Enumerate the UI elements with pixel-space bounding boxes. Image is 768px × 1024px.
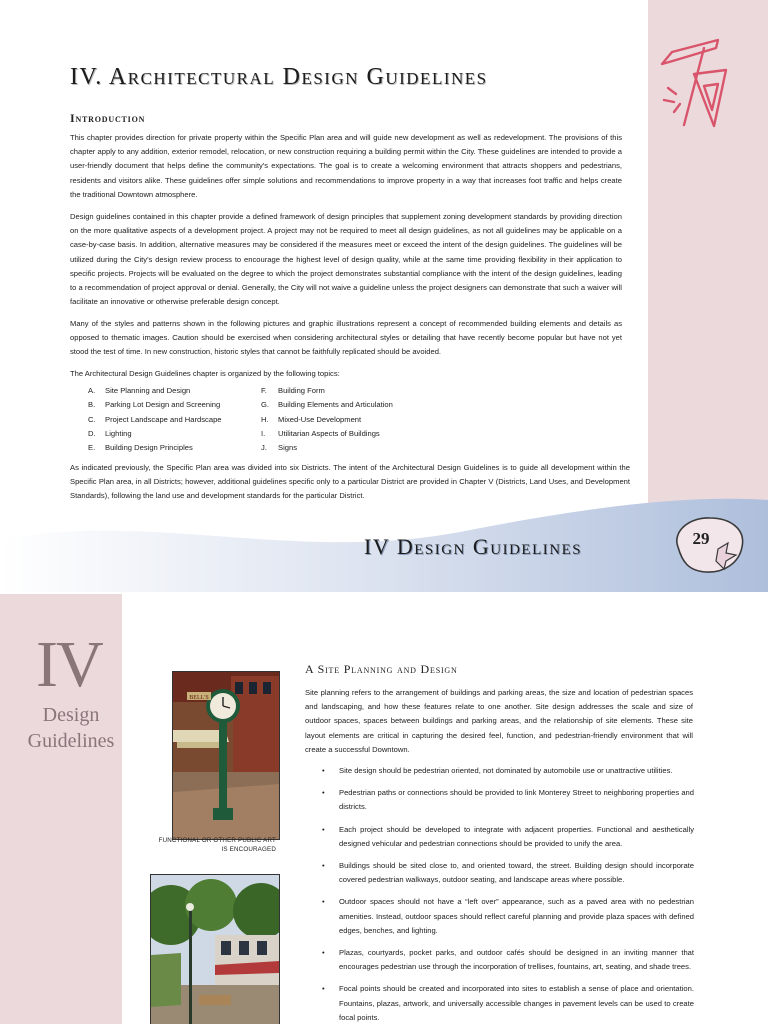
topic-letter: C.: [88, 414, 96, 424]
topic-item: [88, 413, 222, 427]
list-item: [322, 982, 694, 1024]
side-chapter-label: [26, 702, 116, 754]
bullet-icon: •: [322, 824, 325, 834]
bullet-icon: •: [322, 897, 325, 907]
topic-item: [261, 384, 393, 398]
topic-letter: B.: [88, 400, 96, 410]
site-guidelines-list: [322, 764, 694, 1024]
topic-item: [261, 413, 393, 427]
topic-item: [88, 384, 222, 398]
list-item-text: Site design should be pedestrian oriented, not dominated by automobile use or unattractive utilities.: [339, 766, 673, 775]
topic-label: Mixed-Use Development: [278, 414, 362, 424]
page-number: 29: [692, 529, 710, 548]
bullet-icon: •: [322, 766, 325, 775]
topic-letter: F.: [261, 386, 267, 395]
list-item-text: Pedestrian paths or connections should be provided to link Monterey Street to neighboring properties and districts.: [339, 788, 694, 812]
bullet-icon: •: [322, 861, 325, 871]
bullet-icon: •: [322, 788, 325, 798]
side-label-line-2: Guidelines: [27, 730, 115, 752]
topic-label: Building Design Principles: [105, 443, 193, 453]
chapter-numeral: IV: [36, 628, 102, 701]
list-item: [322, 764, 694, 778]
topic-item: [261, 398, 393, 412]
topics-lead-in: The Architectural Design Guidelines chapter is organized by the following topics:: [70, 369, 340, 378]
topic-label: Parking Lot Design and Screening: [105, 400, 221, 410]
side-label-line-1: Design: [42, 704, 100, 726]
topics-list-right: [261, 384, 393, 455]
bullet-icon: •: [322, 984, 325, 994]
list-item-text: Each project should be developed to integrate with adjacent properties. Functional and aesthetically designed vehicular and pedestrian connections should be provided to unify the area.: [339, 824, 694, 848]
topic-label: Signs: [278, 443, 297, 453]
topics-list-left: [88, 384, 222, 455]
introduction-heading: Introduction: [70, 111, 146, 125]
topic-letter: G.: [261, 400, 270, 410]
topic-item: [88, 427, 222, 441]
chapter-title: IV. Architectural Design Guidelines: [70, 64, 488, 90]
street-trees-photo: [150, 874, 280, 1024]
shop-sign-text: BELL'S: [189, 695, 209, 701]
section-a-heading: A Site Planning and Design: [305, 662, 458, 676]
topic-label: Building Elements and Articulation: [278, 400, 393, 410]
topic-label: Building Form: [278, 386, 325, 395]
topic-letter: I.: [261, 428, 266, 438]
photo-caption-line-1: FUNCTIONAL OR OTHER PUBLIC ART: [158, 837, 276, 844]
topic-letter: J.: [261, 443, 267, 453]
bullet-icon: •: [322, 948, 325, 958]
drafting-tools-icon: [654, 30, 734, 130]
topic-letter: E.: [88, 443, 96, 453]
topic-label: Project Landscape and Hardscape: [105, 414, 222, 424]
list-item-text: Outdoor spaces should not have a “left over” appearance, such as a paved area with no pedestrian amenities. Instead, outdoor spaces should reflect careful planning and provide plaza spaces with defined edges, benches, and lighting.: [339, 897, 694, 935]
topic-letter: A.: [88, 386, 96, 395]
list-item-text: Focal points should be created and incorporated into sites to establish a sense of place and orientation. Fountains, plazas, artwork, and universally accessible changes in pavement levels can be used to create focal points.: [339, 984, 694, 1022]
list-item: [322, 786, 694, 814]
list-item: [322, 859, 694, 887]
intro-paragraph-3: Many of the styles and patterns shown in the following pictures and graphic illustrations represent a concept of recommended building elements and details as opposed to thematic images. Caution should be exercised when considering architectural styles or detailing that have recently become popular but have not yet stood the test of time. In new construction, historic styles that cannot be faithfully replicated should be avoided.: [70, 319, 622, 357]
list-item-text: Plazas, courtyards, pocket parks, and outdoor cafés should be designed in an inviting manner that encourages pedestrian use through the incorporation of trellises, fountains, art, seating, and shade trees.: [339, 948, 694, 972]
topic-letter: D.: [88, 428, 96, 438]
topic-label: Utilitarian Aspects of Buildings: [278, 428, 380, 438]
footer-section-title: IV Design Guidelines: [364, 534, 583, 559]
list-item: [322, 895, 694, 938]
intro-paragraph-1: This chapter provides direction for private property within the Specific Plan area and will guide new development as well as redevelopment. The provisions of this chapter apply to any addition, exterior remodel, relocation, or new construction requiring a building permit within the City. These guidelines are intended to provide a user-friendly document that helps define the community's expectations. The goal is to create a welcoming environment that attracts shoppers and pedestrians, residents and visitors alike. These guidelines offer simple solutions and recommendations to improve property in a way that increases foot traffic and helps create the traditional Downtown atmosphere.: [70, 133, 622, 199]
list-item: [322, 946, 694, 974]
list-item: [322, 823, 694, 851]
topic-letter: H.: [261, 414, 269, 424]
photo-caption-line-2: IS ENCOURAGED: [221, 845, 276, 853]
topic-item: [261, 427, 393, 441]
topic-item: [261, 441, 393, 455]
topic-item: [88, 398, 222, 412]
closing-paragraph: As indicated previously, the Specific Plan area was divided into six Districts. The intent of the Architectural Design Guidelines is to guide all development within the Specific Plan area, in all Districts; however, additional guidelines specific only to a particular District are provided in Chapter V (Districts, Land Uses, and Development Standards), following the land use and development standards for the particular District.: [70, 463, 630, 501]
topic-label: Site Planning and Design: [105, 386, 191, 395]
page-30: [0, 594, 768, 1024]
street-clock-photo: [172, 671, 280, 840]
list-item-text: Buildings should be sited close to, and oriented toward, the street. Building design should incorporate covered pedestrian walkways, outdoor seating, and landscape areas where possible.: [339, 861, 694, 885]
photo-caption: [150, 837, 276, 854]
topic-label: Lighting: [105, 428, 132, 438]
topic-item: [88, 441, 222, 455]
intro-paragraph-2: Design guidelines contained in this chapter provide a defined framework of design principles that supplement zoning development standards by providing direction on the more qualitative aspects of a development project. A project may not be required to meet all design guidelines, as not all guidelines may be applicable on a case-by-case basis. In addition, alternative measures may be considered if the measures meet or exceed the intent of the design guidelines. The guidelines will be utilized during the City's design review process to encourage the highest level of design quality, while at the same time providing flexibility in their application to specific projects. Projects will be evaluated on the degree to which the project demonstrates substantial compliance with the intent of the design guidelines, leading to a recommendation of project approval or denial. Generally, the City will not waive a guideline unless the project designers can demonstrate that such a waiver will facilitate an innovative or otherwise preferable design concept.: [70, 212, 622, 307]
section-a-intro: Site planning refers to the arrangement of buildings and parking areas, the size and location of pedestrian spaces and landscaping, and how these features relate to one another. Site design addresses the scale and size of outdoor spaces, spaces between buildings and parking areas, and the relationship of site elements. These site layout elements are critical in capturing the desired feel, function, and pedestrian-friendly environment that will create a successful Downtown.: [305, 688, 693, 754]
